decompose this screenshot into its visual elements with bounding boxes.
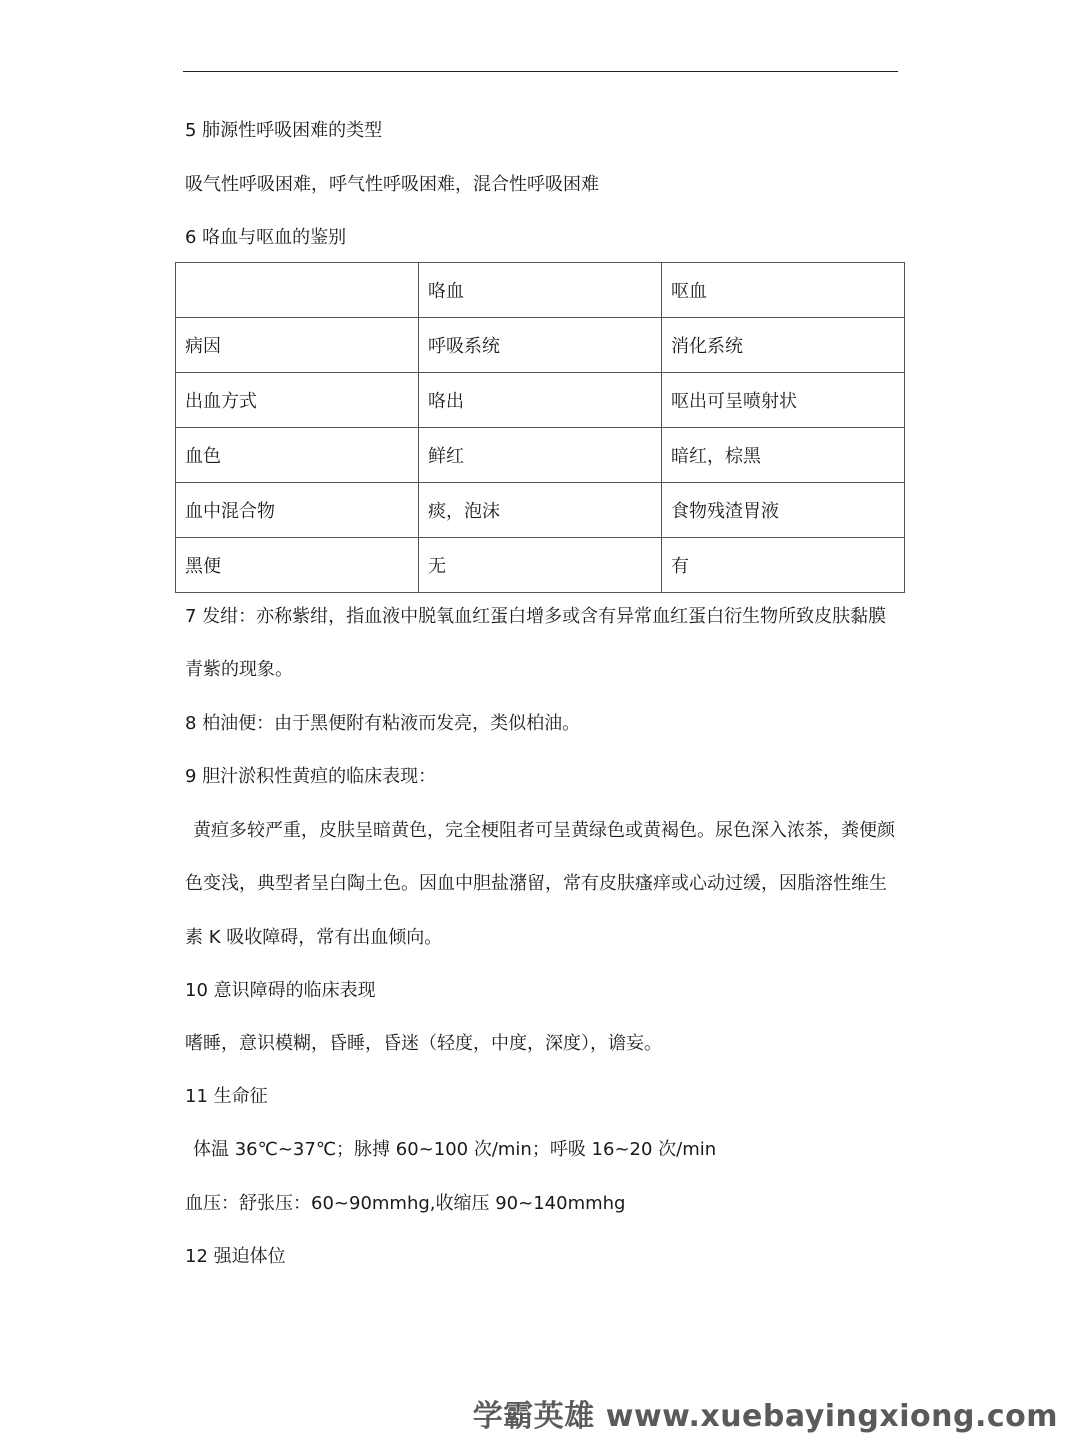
section-heading-11: 11 生命征 xyxy=(185,1086,268,1107)
item-8: 8 柏油便：由于黑便附有粘液而发亮，类似柏油。 xyxy=(185,713,581,734)
answer-10: 嗜睡，意识模糊，昏睡，昏迷（轻度，中度，深度），谵妄。 xyxy=(185,1033,662,1054)
section-heading-5: 5 肺源性呼吸困难的类型 xyxy=(185,120,383,141)
table-cell: 咯出 xyxy=(419,373,662,428)
table-row xyxy=(176,318,905,373)
table-cell: 呼吸系统 xyxy=(419,318,662,373)
table-header-cell xyxy=(176,263,419,318)
table-row xyxy=(176,373,905,428)
table-row xyxy=(176,483,905,538)
table-header-cell: 咯血 xyxy=(419,263,662,318)
table-cell: 血中混合物 xyxy=(176,483,419,538)
table-header-row xyxy=(176,263,905,318)
table-cell: 食物残渣胃液 xyxy=(662,483,905,538)
section-heading-6: 6 咯血与呕血的鉴别 xyxy=(185,227,347,248)
item-7-line-1: 7 发绀：亦称紫绀，指血液中脱氧血红蛋白增多或含有异常血红蛋白衍生物所致皮肤黏膜 xyxy=(185,606,887,627)
table-cell: 鲜红 xyxy=(419,428,662,483)
table-cell: 病因 xyxy=(176,318,419,373)
section-heading-10: 10 意识障碍的临床表现 xyxy=(185,980,376,1001)
site-watermark: 学霸英雄 www.xuebayingxiong.com xyxy=(472,1399,1058,1434)
table-cell: 有 xyxy=(662,538,905,593)
table-row xyxy=(176,538,905,593)
table-cell: 出血方式 xyxy=(176,373,419,428)
vitals-line-1: 体温 36℃~37℃；脉搏 60~100 次/min；呼吸 16~20 次/min xyxy=(193,1139,717,1160)
table-row xyxy=(176,428,905,483)
table-cell: 呕出可呈喷射状 xyxy=(662,373,905,428)
table-cell: 暗红，棕黑 xyxy=(662,428,905,483)
item-7-line-2: 青紫的现象。 xyxy=(185,659,293,680)
item-9-line-3: 素 K 吸收障碍，常有出血倾向。 xyxy=(185,927,443,948)
table-cell: 黑便 xyxy=(176,538,419,593)
table-cell: 血色 xyxy=(176,428,419,483)
table-cell: 痰，泡沫 xyxy=(419,483,662,538)
section-heading-9: 9 胆汁淤积性黄疸的临床表现： xyxy=(185,766,437,787)
table-header-cell: 呕血 xyxy=(662,263,905,318)
header-rule xyxy=(183,71,898,72)
section-heading-12: 12 强迫体位 xyxy=(185,1246,286,1267)
table-cell: 无 xyxy=(419,538,662,593)
item-9-line-1: 黄疸多较严重，皮肤呈暗黄色，完全梗阻者可呈黄绿色或黄褐色。尿色深入浓茶，粪便颜 xyxy=(193,820,895,841)
vitals-line-2: 血压：舒张压：60~90mmhg,收缩压 90~140mmhg xyxy=(185,1193,626,1214)
hemoptysis-hematemesis-table xyxy=(175,262,905,593)
item-9-line-2: 色变浅，典型者呈白陶土色。因血中胆盐潴留，常有皮肤瘙痒或心动过缓，因脂溶性维生 xyxy=(185,873,887,894)
table-cell: 消化系统 xyxy=(662,318,905,373)
answer-5: 吸气性呼吸困难，呼气性呼吸困难，混合性呼吸困难 xyxy=(185,174,599,195)
